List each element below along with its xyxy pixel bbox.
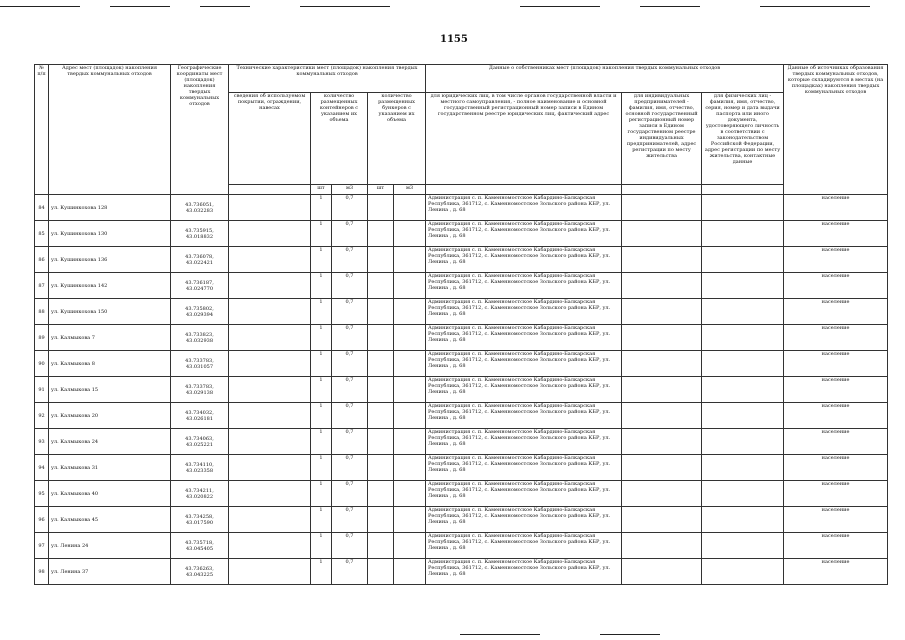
row-source: население [784,429,888,455]
row-source: население [784,195,888,221]
row-container-volume: 0,7 [332,221,368,247]
row-number: 89 [35,325,49,351]
scan-mark [460,634,540,635]
row-cover [229,403,311,429]
row-owner-legal: Администрация с. п. Каменномостское Кабардино-Балкарская Республика, 361712, с. Каменномостское Зольского района КБР, ул. Ленина , д. 68 [426,221,622,247]
row-owner-legal: Администрация с. п. Каменномостское Кабардино-Балкарская Республика, 361712, с. Каменномостское Зольского района КБР, ул. Ленина , д. 68 [426,247,622,273]
row-owner-ip [622,429,702,455]
row-number: 87 [35,273,49,299]
row-container-volume: 0,7 [332,559,368,585]
row-bunker-volume [394,559,426,585]
row-bunker-volume [394,273,426,299]
row-bunker-volume [394,533,426,559]
row-container-volume: 0,7 [332,195,368,221]
table-row [35,377,888,403]
row-number: 91 [35,377,49,403]
row-bunker-count [368,403,394,429]
unit-m3: м3 [394,185,426,195]
row-address: ул. Кушинкохова 130 [49,221,171,247]
table-row [35,455,888,481]
row-owner-legal: Администрация с. п. Каменномостское Кабардино-Балкарская Республика, 361712, с. Каменномостское Зольского района КБР, ул. Ленина , д. 68 [426,507,622,533]
row-number: 90 [35,351,49,377]
row-address: ул. Кушинкохова 128 [49,195,171,221]
table-row [35,325,888,351]
row-number: 92 [35,403,49,429]
row-source: население [784,559,888,585]
scan-mark [520,6,600,7]
row-coords: 43.733823, 43.032938 [171,325,229,351]
row-address: ул. Калмыкова 8 [49,351,171,377]
header-owner-ip: для индивидуальных предпринимателей - фамилия, имя, отчество, основной государственный регистрационный номер записи в Едином государственном реестре индивидуальных предпринимателей, адрес регистрации по месту жительства [622,93,702,185]
row-source: население [784,325,888,351]
row-bunker-count [368,455,394,481]
row-source: население [784,455,888,481]
row-number: 94 [35,455,49,481]
table-row [35,507,888,533]
row-address: ул. Калмыкова 15 [49,377,171,403]
header-cover: сведения об используемом покрытии, ограждении, навесах [229,93,311,185]
row-source: население [784,533,888,559]
table-row [35,221,888,247]
row-address: ул. Кушинкохова 150 [49,299,171,325]
row-owner-ip [622,299,702,325]
row-container-count: 1 [311,377,332,403]
row-container-volume: 0,7 [332,325,368,351]
row-bunker-count [368,195,394,221]
row-owner-person [702,351,784,377]
row-owner-ip [622,221,702,247]
header-owner-group: Данные о собственниках мест (площадок) накопления твердых коммунальных отходов [426,65,784,93]
row-container-volume: 0,7 [332,507,368,533]
row-container-count: 1 [311,247,332,273]
row-cover [229,559,311,585]
row-cover [229,533,311,559]
header-owner-legal: для юридических лиц, в том числе органов государственной власти и местного самоуправления, - полное наименование и основной государственный регистрационный номер записи в Едином государственном реестре юридических лиц, фактический адрес [426,93,622,185]
table-row [35,247,888,273]
row-container-count: 1 [311,403,332,429]
register-table [34,64,888,585]
row-container-volume: 0,7 [332,273,368,299]
row-bunker-volume [394,455,426,481]
row-bunker-volume [394,351,426,377]
row-cover [229,351,311,377]
row-bunker-count [368,221,394,247]
row-container-count: 1 [311,559,332,585]
row-container-volume: 0,7 [332,351,368,377]
row-owner-person [702,507,784,533]
header-num: № п/п [35,65,49,195]
row-container-count: 1 [311,429,332,455]
row-container-count: 1 [311,299,332,325]
row-source: население [784,351,888,377]
row-bunker-count [368,533,394,559]
row-bunker-volume [394,221,426,247]
row-bunker-count [368,377,394,403]
header-owner-person: для физических лиц - фамилия, имя, отчество, серия, номер и дата выдачи паспорта или иного документа, удостоверяющего личность в соответствии с законодательством Российской Федерации, адрес регистрации по месту жительства, контактные данные [702,93,784,185]
header-bunkers: количество размещенных бункеров с указанием их объема [368,93,426,185]
table-row [35,533,888,559]
row-owner-ip [622,455,702,481]
table-row [35,299,888,325]
row-number: 98 [35,559,49,585]
row-coords: 43.734032, 43.026181 [171,403,229,429]
row-bunker-volume [394,325,426,351]
row-cover [229,429,311,455]
row-coords: 43.735915, 43.018832 [171,221,229,247]
row-container-count: 1 [311,195,332,221]
row-coords: 43.736051, 43.032283 [171,195,229,221]
row-owner-person [702,221,784,247]
row-owner-ip [622,507,702,533]
scan-mark [760,6,870,7]
row-owner-legal: Администрация с. п. Каменномостское Кабардино-Балкарская Республика, 361712, с. Каменномостское Зольского района КБР, ул. Ленина , д. 68 [426,195,622,221]
header-source: Данные об источниках образования твердых коммунальных отходов, которые складируются в местах (на площадках) накопления твердых коммунальных отходов [784,65,888,195]
row-container-volume: 0,7 [332,455,368,481]
row-owner-legal: Администрация с. п. Каменномостское Кабардино-Балкарская Республика, 361712, с. Каменномостское Зольского района КБР, ул. Ленина , д. 68 [426,429,622,455]
row-number: 96 [35,507,49,533]
row-source: население [784,247,888,273]
row-owner-legal: Администрация с. п. Каменномостское Кабардино-Балкарская Республика, 361712, с. Каменномостское Зольского района КБР, ул. Ленина , д. 68 [426,273,622,299]
row-bunker-count [368,325,394,351]
row-cover [229,299,311,325]
row-coords: 43.736078, 43.022421 [171,247,229,273]
row-bunker-count [368,273,394,299]
row-address: ул. Ленина 24 [49,533,171,559]
row-address: ул. Ленина 37 [49,559,171,585]
row-source: население [784,299,888,325]
row-container-count: 1 [311,481,332,507]
row-source: население [784,221,888,247]
row-bunker-volume [394,377,426,403]
row-cover [229,195,311,221]
table-row [35,429,888,455]
row-address: ул. Калмыкова 20 [49,403,171,429]
table-row [35,403,888,429]
row-cover [229,247,311,273]
row-number: 88 [35,299,49,325]
row-container-count: 1 [311,221,332,247]
row-cover [229,325,311,351]
row-owner-person [702,533,784,559]
scan-mark [640,6,700,7]
row-owner-person [702,195,784,221]
row-number: 93 [35,429,49,455]
header-coords: Географические координаты мест (площадок) накопления твердых коммунальных отходов [171,65,229,195]
row-container-volume: 0,7 [332,247,368,273]
row-owner-ip [622,533,702,559]
row-cover [229,481,311,507]
row-address: ул. Калмыкова 7 [49,325,171,351]
unit-m3: м3 [332,185,368,195]
row-source: население [784,481,888,507]
row-owner-person [702,273,784,299]
row-container-volume: 0,7 [332,299,368,325]
row-bunker-volume [394,195,426,221]
scan-mark [600,634,660,635]
row-address: ул. Калмыкова 45 [49,507,171,533]
row-bunker-count [368,429,394,455]
row-owner-legal: Администрация с. п. Каменномостское Кабардино-Балкарская Республика, 361712, с. Каменномостское Зольского района КБР, ул. Ленина , д. 68 [426,351,622,377]
row-owner-person [702,455,784,481]
row-cover [229,377,311,403]
row-bunker-volume [394,299,426,325]
row-number: 97 [35,533,49,559]
row-bunker-count [368,481,394,507]
row-number: 85 [35,221,49,247]
row-coords: 43.735718, 43.045405 [171,533,229,559]
row-address: ул. Кушинкохова 142 [49,273,171,299]
row-address: ул. Калмыкова 40 [49,481,171,507]
row-owner-ip [622,481,702,507]
row-number: 84 [35,195,49,221]
row-owner-person [702,247,784,273]
row-coords: 43.734258, 43.017590 [171,507,229,533]
scan-mark [110,6,170,7]
row-cover [229,221,311,247]
row-owner-legal: Администрация с. п. Каменномостское Кабардино-Балкарская Республика, 361712, с. Каменномостское Зольского района КБР, ул. Ленина , д. 68 [426,481,622,507]
row-bunker-volume [394,247,426,273]
row-source: население [784,507,888,533]
scan-mark [0,6,80,7]
row-coords: 43.736263, 43.043225 [171,559,229,585]
scan-mark [300,6,390,7]
table-row [35,559,888,585]
scan-mark [200,6,250,7]
row-owner-person [702,559,784,585]
row-owner-person [702,481,784,507]
row-owner-legal: Администрация с. п. Каменномостское Кабардино-Балкарская Республика, 361712, с. Каменномостское Зольского района КБР, ул. Ленина , д. 68 [426,559,622,585]
row-bunker-count [368,247,394,273]
page-number: 1155 [440,34,468,45]
row-source: население [784,403,888,429]
row-owner-person [702,377,784,403]
row-container-volume: 0,7 [332,481,368,507]
row-coords: 43.736187, 43.024770 [171,273,229,299]
row-container-count: 1 [311,273,332,299]
row-owner-ip [622,247,702,273]
table-row [35,481,888,507]
table-row [35,273,888,299]
row-owner-legal: Администрация с. п. Каменномостское Кабардино-Балкарская Республика, 361712, с. Каменномостское Зольского района КБР, ул. Ленина , д. 68 [426,455,622,481]
row-owner-person [702,403,784,429]
row-address: ул. Кушинкохова 136 [49,247,171,273]
row-source: население [784,377,888,403]
unit-sht: шт [311,185,332,195]
header-tech-group: Технические характеристики мест (площадок) накопления твердых коммунальных отходов [229,65,426,93]
row-coords: 43.733783, 43.031057 [171,351,229,377]
row-owner-legal: Администрация с. п. Каменномостское Кабардино-Балкарская Республика, 361712, с. Каменномостское Зольского района КБР, ул. Ленина , д. 68 [426,325,622,351]
table-row [35,351,888,377]
row-container-count: 1 [311,507,332,533]
row-bunker-count [368,351,394,377]
row-cover [229,507,311,533]
row-address: ул. Калмыкова 24 [49,429,171,455]
row-owner-ip [622,195,702,221]
row-bunker-count [368,507,394,533]
row-bunker-volume [394,403,426,429]
row-container-volume: 0,7 [332,377,368,403]
row-coords: 43.733783, 43.029138 [171,377,229,403]
row-container-count: 1 [311,533,332,559]
row-owner-ip [622,559,702,585]
row-bunker-volume [394,481,426,507]
row-owner-legal: Администрация с. п. Каменномостское Кабардино-Балкарская Республика, 361712, с. Каменномостское Зольского района КБР, ул. Ленина , д. 68 [426,403,622,429]
row-coords: 43.734110, 43.023358 [171,455,229,481]
row-owner-ip [622,325,702,351]
row-number: 86 [35,247,49,273]
row-coords: 43.735802, 43.029394 [171,299,229,325]
row-owner-legal: Администрация с. п. Каменномостское Кабардино-Балкарская Республика, 361712, с. Каменномостское Зольского района КБР, ул. Ленина , д. 68 [426,377,622,403]
row-coords: 43.734063, 43.025221 [171,429,229,455]
unit-sht: шт [368,185,394,195]
row-owner-legal: Администрация с. п. Каменномостское Кабардино-Балкарская Республика, 361712, с. Каменномостское Зольского района КБР, ул. Ленина , д. 68 [426,533,622,559]
row-owner-ip [622,403,702,429]
row-owner-legal: Администрация с. п. Каменномостское Кабардино-Балкарская Республика, 361712, с. Каменномостское Зольского района КБР, ул. Ленина , д. 68 [426,299,622,325]
header-address: Адрес мест (площадок) накопления твердых коммунальных отходов [49,65,171,195]
row-container-count: 1 [311,351,332,377]
row-owner-ip [622,377,702,403]
row-container-count: 1 [311,325,332,351]
row-bunker-count [368,299,394,325]
row-coords: 43.734211, 43.020822 [171,481,229,507]
table-body [35,195,888,585]
row-bunker-volume [394,507,426,533]
row-cover [229,455,311,481]
table-row [35,195,888,221]
row-container-volume: 0,7 [332,533,368,559]
row-container-volume: 0,7 [332,429,368,455]
row-bunker-volume [394,429,426,455]
row-owner-person [702,325,784,351]
row-container-volume: 0,7 [332,403,368,429]
header-containers: количество размещенных контейнеров с указанием их объема [311,93,368,185]
row-address: ул. Калмыкова 31 [49,455,171,481]
row-owner-person [702,299,784,325]
row-cover [229,273,311,299]
row-container-count: 1 [311,455,332,481]
row-source: население [784,273,888,299]
row-owner-person [702,429,784,455]
row-bunker-count [368,559,394,585]
row-number: 95 [35,481,49,507]
row-owner-ip [622,273,702,299]
row-owner-ip [622,351,702,377]
